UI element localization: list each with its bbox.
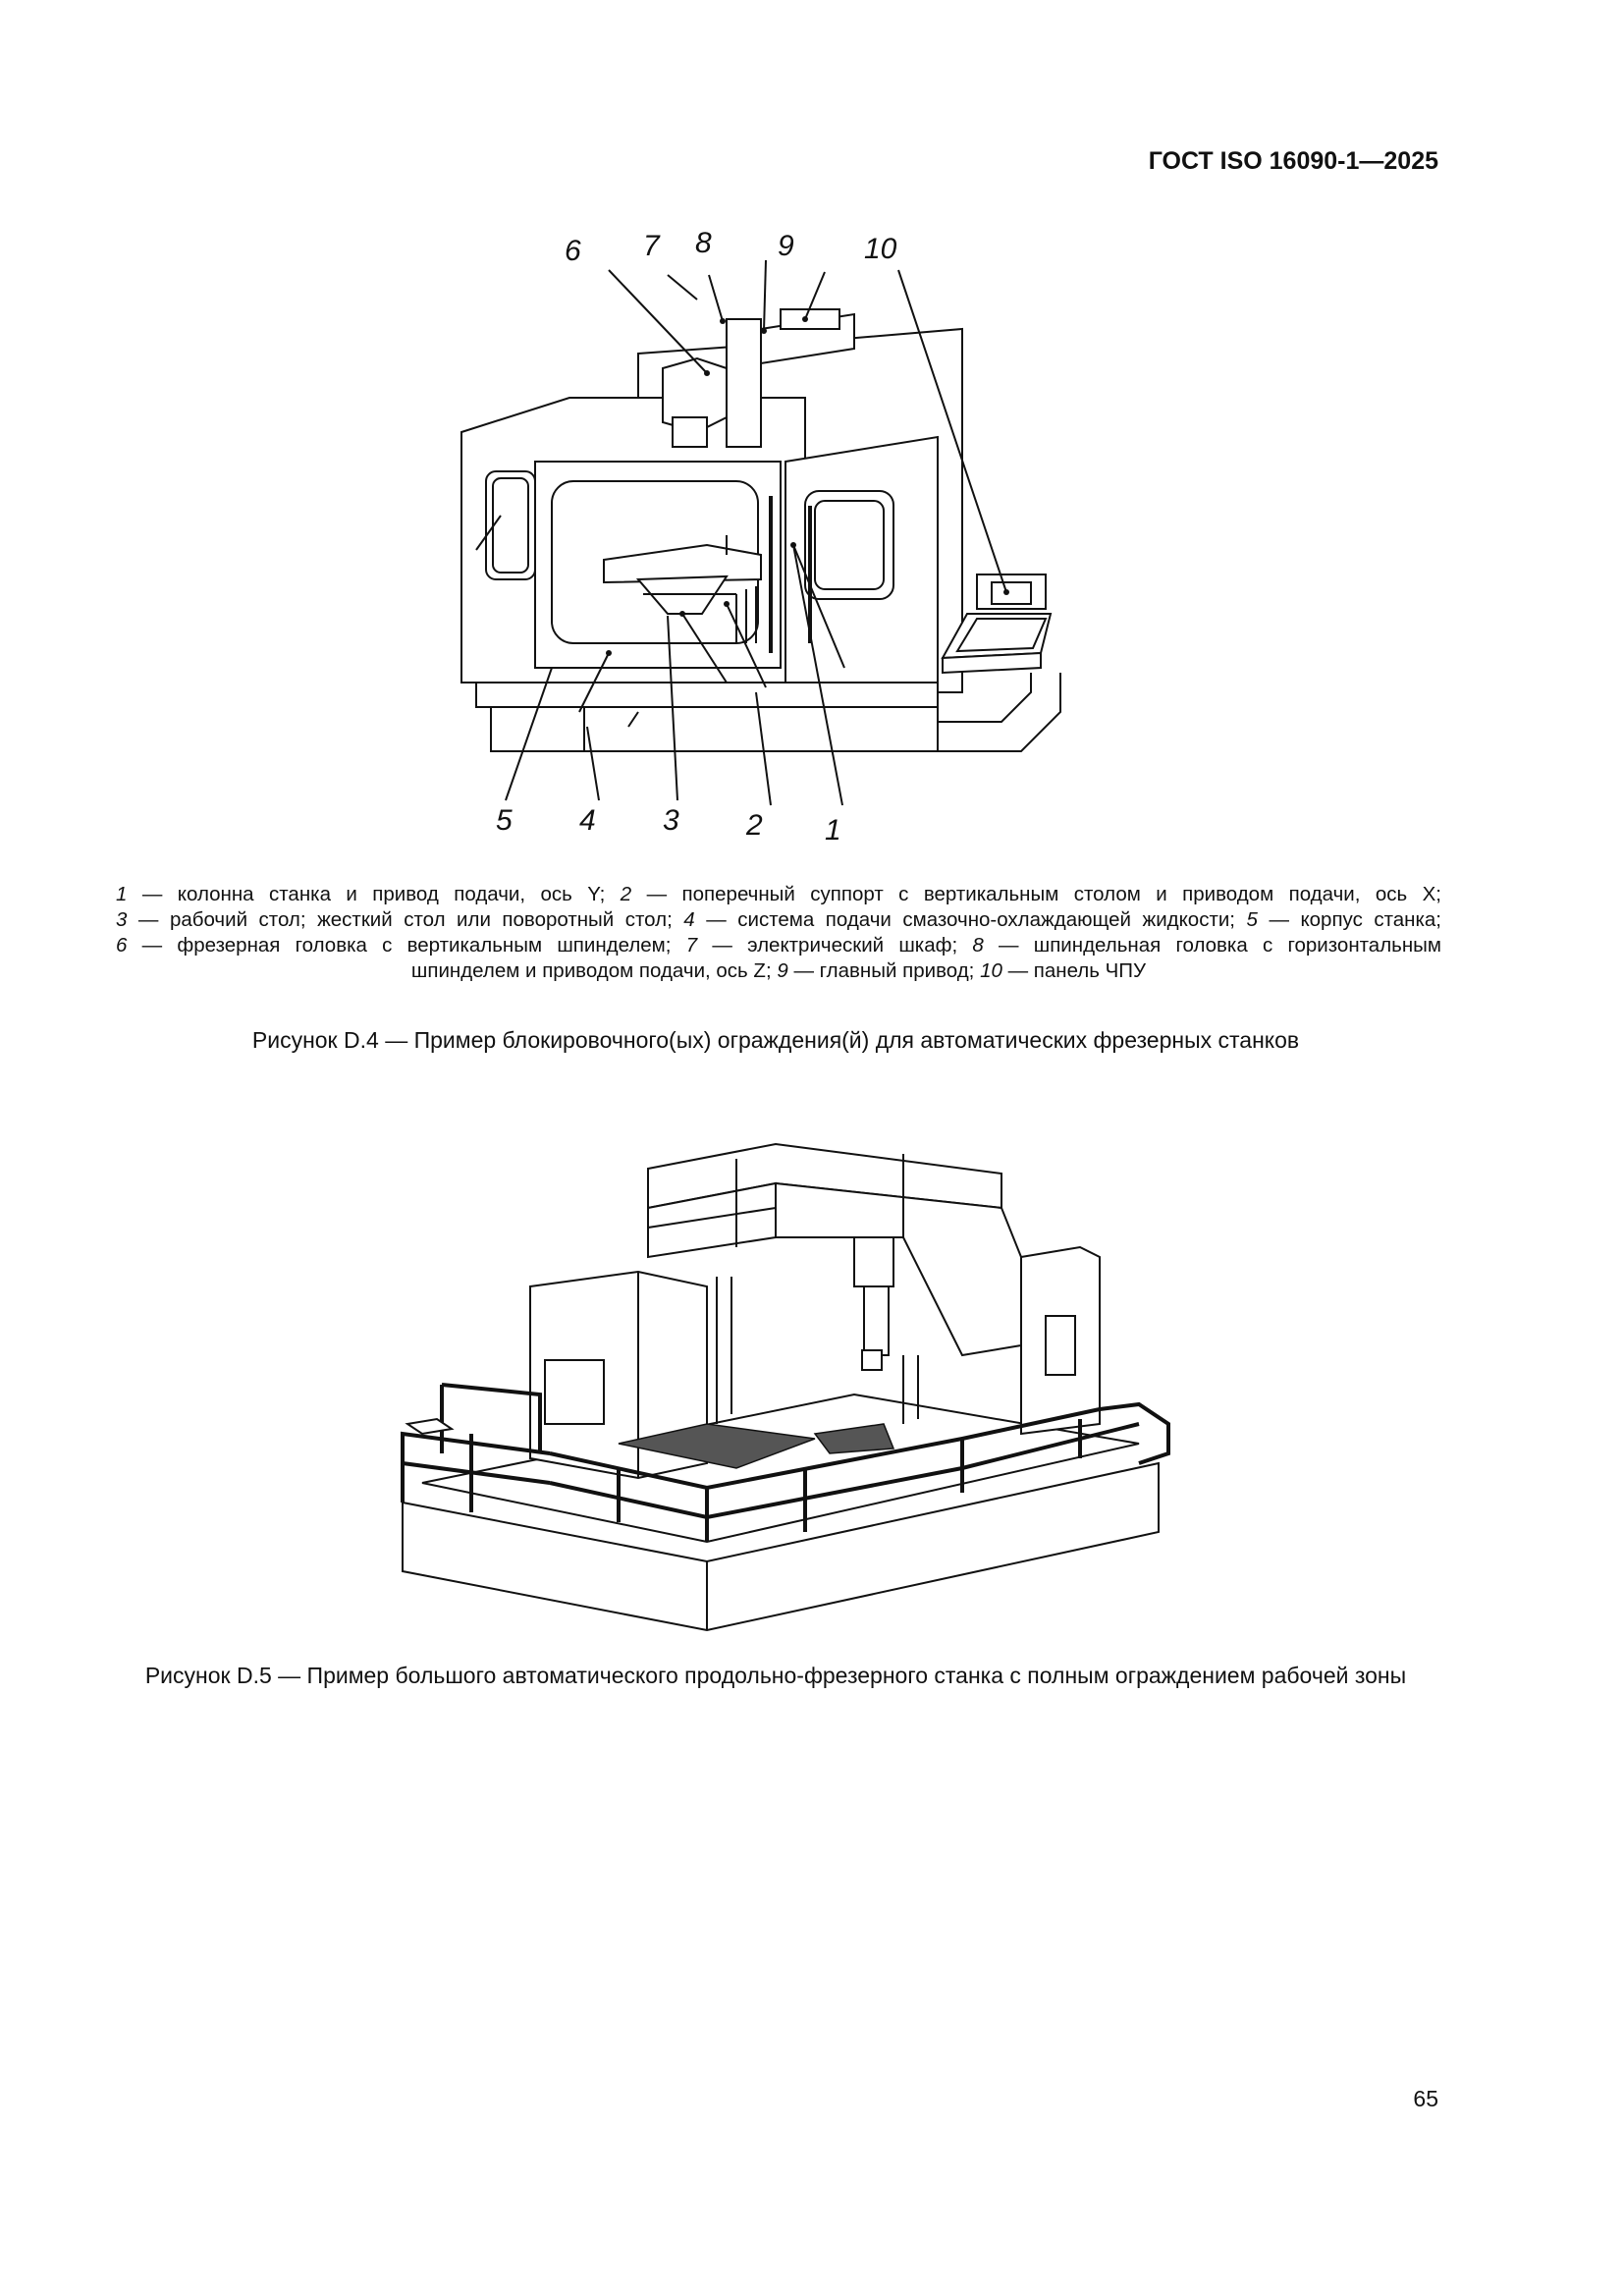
page-number: 65 xyxy=(1413,2086,1438,2111)
callout-4: 4 xyxy=(579,804,596,837)
callout-9: 9 xyxy=(778,230,794,262)
legend-text: — система подачи смазочно-охлаждающей жидкости; xyxy=(694,908,1247,931)
figure-d4-caption: Рисунок D.4 — Пример блокировочного(ых) ограждения(й) для автоматических фрезерных станков xyxy=(251,1027,1300,1053)
callout-8: 8 xyxy=(695,227,712,259)
legend-num: 2 xyxy=(620,883,632,905)
legend-text: — шпиндельная головка с горизонтальным xyxy=(983,934,1441,957)
legend-text: — корпус станка; xyxy=(1257,908,1441,931)
legend-text: — панель ЧПУ xyxy=(1001,959,1147,982)
legend-num: 10 xyxy=(980,959,1002,982)
legend-text: — главный привод; xyxy=(787,959,981,982)
document-header: ГОСТ ISO 16090-1—2025 xyxy=(1148,147,1438,175)
callout-2: 2 xyxy=(746,809,763,842)
legend-text: — рабочий стол; жесткий стол или поворотный стол; xyxy=(127,908,684,931)
legend-num: 3 xyxy=(116,908,128,931)
legend-num: 1 xyxy=(116,883,128,905)
legend-num: 6 xyxy=(116,934,128,957)
legend-text: — фрезерная головка с вертикальным шпинделем; xyxy=(127,934,686,957)
figure-d4-legend xyxy=(116,882,1441,984)
legend-line-3 xyxy=(116,933,1441,958)
legend-line-4 xyxy=(116,958,1441,984)
callout-10: 10 xyxy=(864,233,897,265)
callout-5: 5 xyxy=(496,804,513,837)
figure-d5-caption: Рисунок D.5 — Пример большого автоматического продольно-фрезерного станка с полным ограждением рабочей зоны xyxy=(144,1663,1407,1688)
callout-6: 6 xyxy=(565,235,581,267)
figure-d4-drawing xyxy=(432,221,1119,869)
legend-num: 8 xyxy=(972,934,984,957)
callout-1: 1 xyxy=(825,814,841,847)
legend-text: — поперечный суппорт с вертикальным столом и приводом подачи, ось X; xyxy=(631,883,1441,905)
legend-text: — колонна станка и привод подачи, ось Y; xyxy=(127,883,621,905)
callout-3: 3 xyxy=(663,804,679,837)
figure-d5-drawing xyxy=(393,1100,1178,1650)
legend-num: 5 xyxy=(1246,908,1258,931)
legend-num: 4 xyxy=(683,908,695,931)
legend-text: — электрический шкаф; xyxy=(697,934,973,957)
legend-text: шпинделем и приводом подачи, ось Z; xyxy=(410,959,778,982)
legend-line-1 xyxy=(116,882,1441,907)
legend-line-2 xyxy=(116,907,1441,933)
legend-num: 7 xyxy=(685,934,698,957)
callout-7: 7 xyxy=(643,230,660,262)
legend-num: 9 xyxy=(777,959,788,982)
